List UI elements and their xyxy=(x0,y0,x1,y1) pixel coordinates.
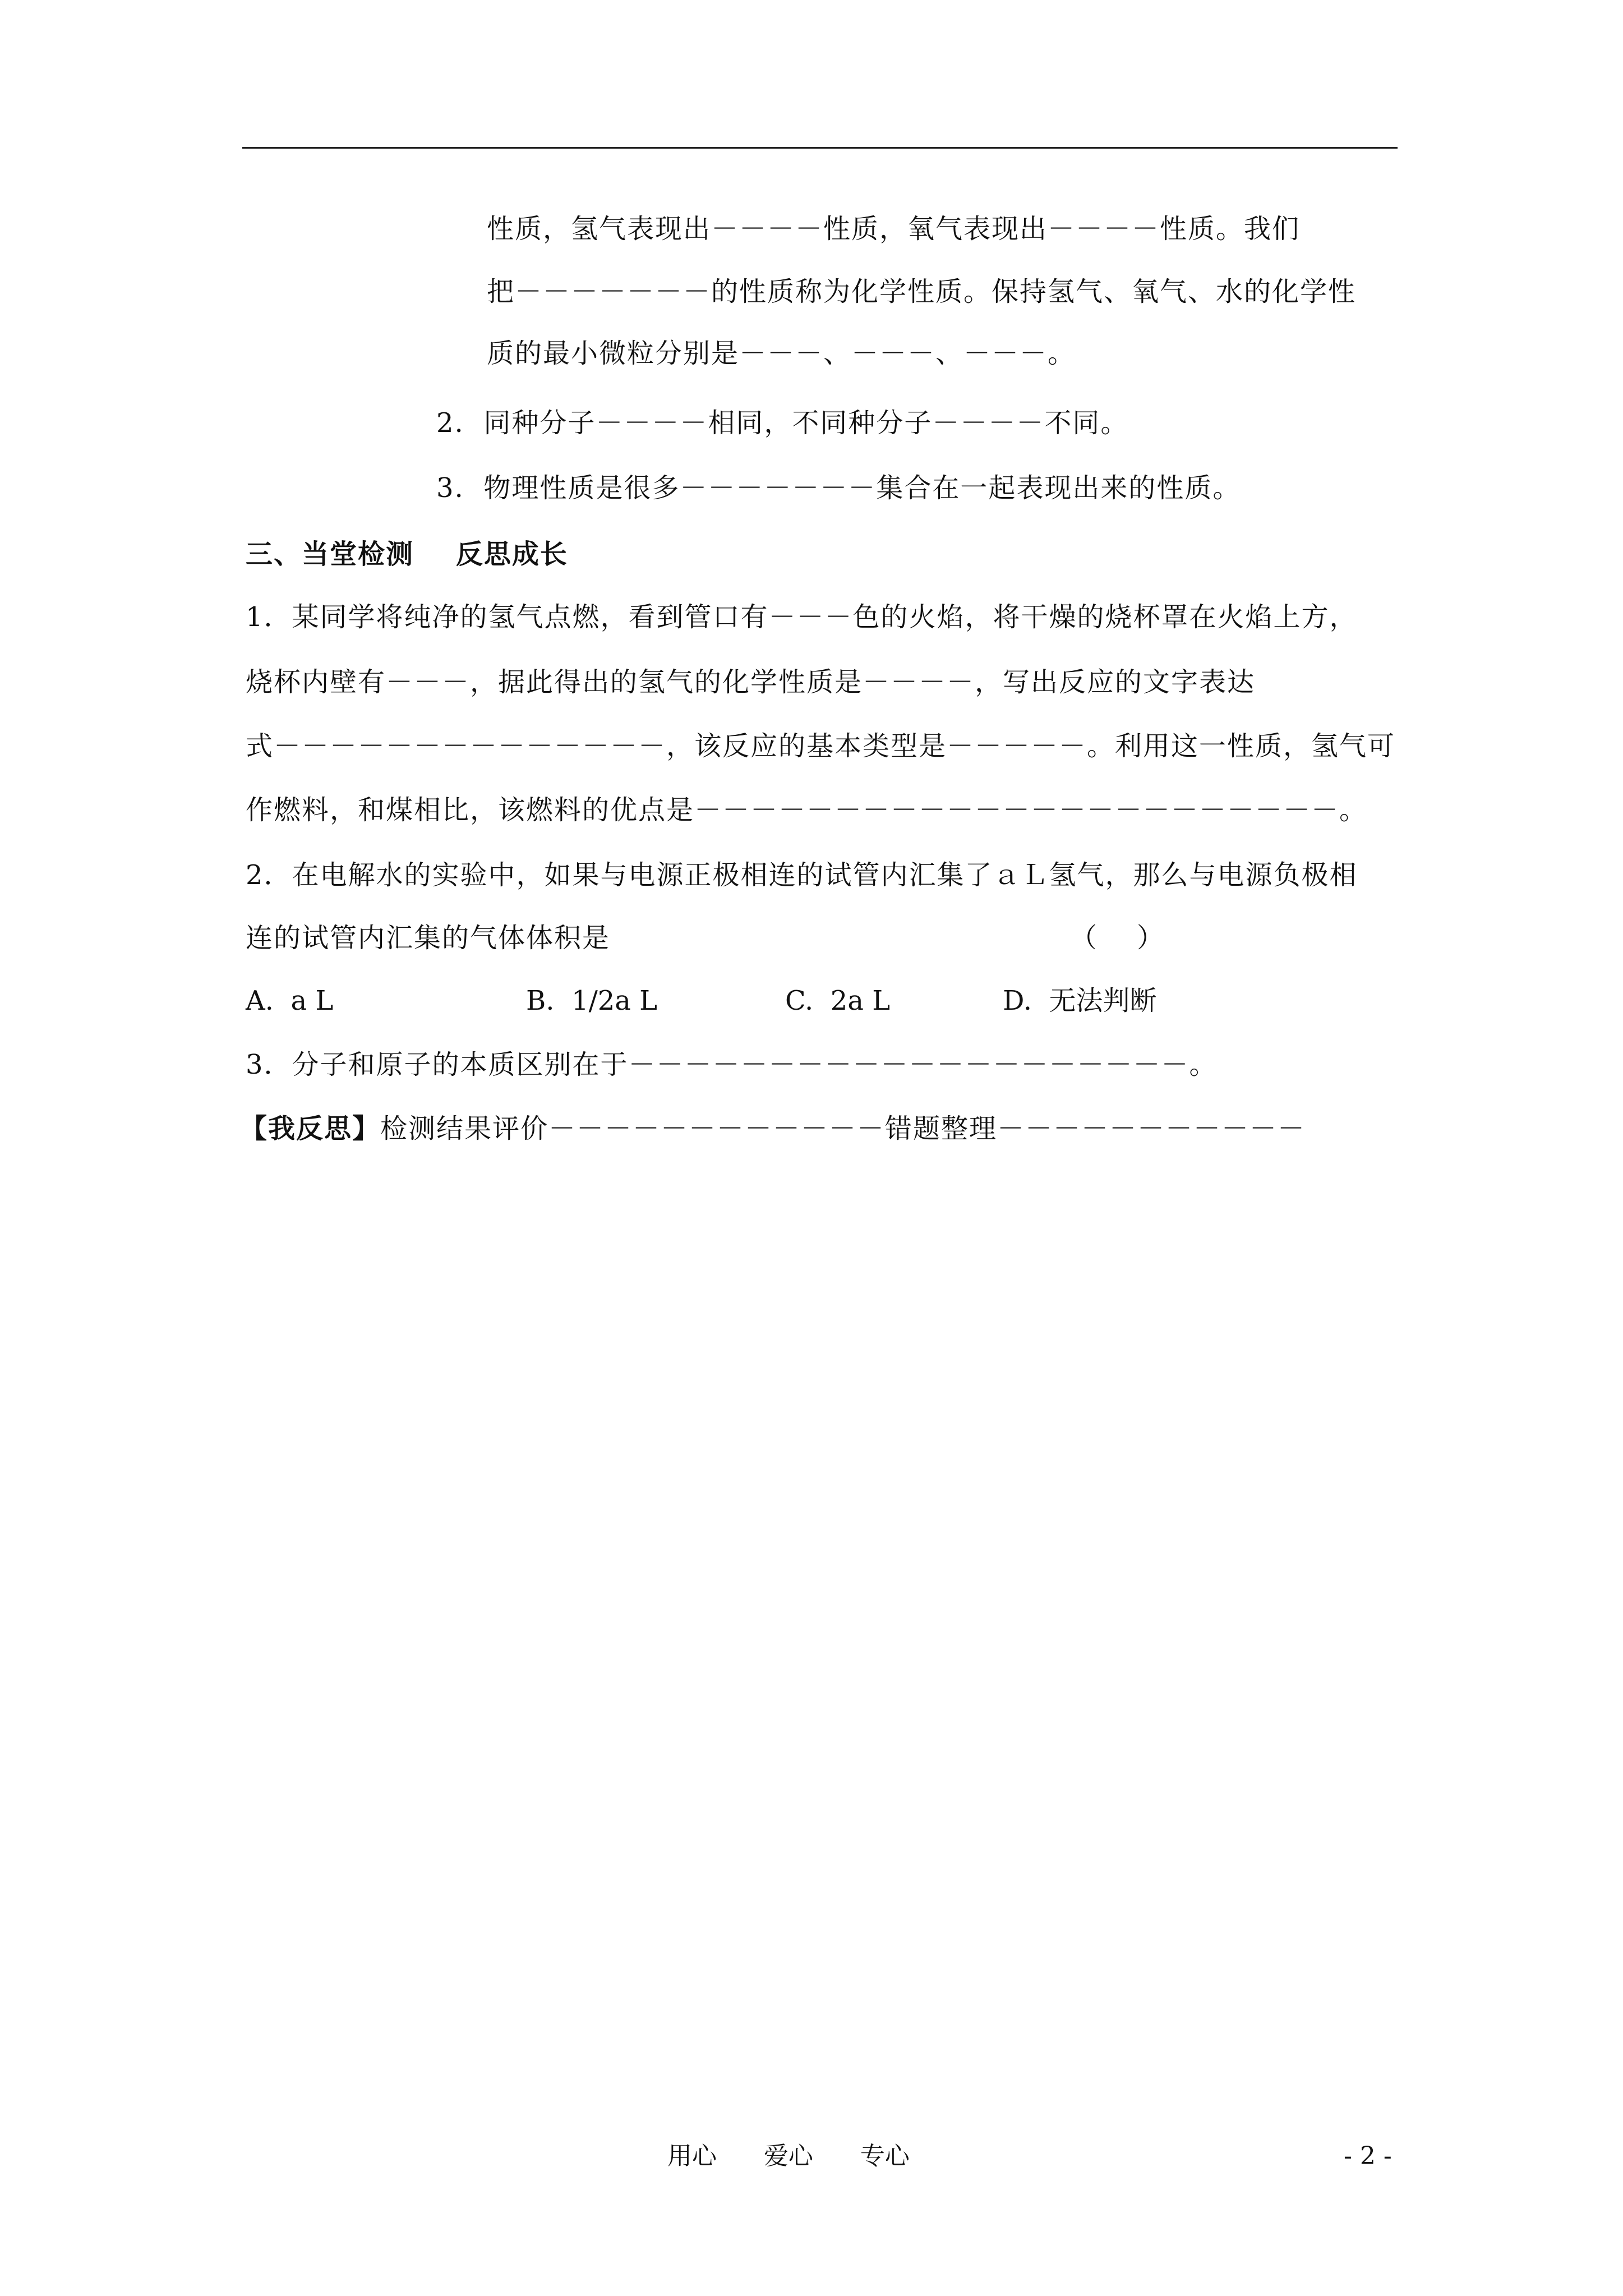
q1-line-3: 式－－－－－－－－－－－－－－，该反应的基本类型是－－－－－。利用这一性质，氢气可 xyxy=(246,730,1396,762)
q1-line-2: 烧杯内壁有－－－，据此得出的氢气的化学性质是－－－－，写出反应的文字表达 xyxy=(246,666,1256,698)
q2-option-d: D. 无法判断 xyxy=(1003,985,1157,1016)
continued-line-3: 质的最小微粒分别是－－－、－－－、－－－。 xyxy=(487,338,1076,369)
continued-line-1: 性质，氢气表现出－－－－性质，氧气表现出－－－－性质。我们 xyxy=(487,213,1301,245)
q2-option-b: B. 1/2a L xyxy=(526,985,658,1016)
item-3: 3. 物理性质是很多－－－－－－－集合在一起表现出来的性质。 xyxy=(436,472,1241,504)
section-title: 三、当堂检测 反思成长 xyxy=(246,539,568,570)
q2-line-1: 2．在电解水的实验中，如果与电源正极相连的试管内汇集了ａＬ氢气，那么与电源负极相 xyxy=(246,859,1358,891)
reflect-line xyxy=(240,1112,1306,1145)
continued-line-2: 把－－－－－－－的性质称为化学性质。保持氢气、氧气、水的化学性 xyxy=(487,276,1357,307)
footer-motto: 用心 爱心 专心 xyxy=(667,2142,910,2170)
item-2: 2. 同种分子－－－－相同，不同种分子－－－－不同。 xyxy=(436,407,1129,439)
q2-option-a: A. a L xyxy=(246,985,334,1016)
header-rule xyxy=(242,147,1398,149)
q2-answer-paren: （ ） xyxy=(1070,922,1165,954)
q2-option-c: C. 2a L xyxy=(785,985,891,1016)
reflect-text: 检测结果评价－－－－－－－－－－－－错题整理－－－－－－－－－－－ xyxy=(380,1113,1306,1144)
q1-line-4: 作燃料，和煤相比，该燃料的优点是－－－－－－－－－－－－－－－－－－－－－－－。 xyxy=(246,794,1368,826)
q2-line-2: 连的试管内汇集的气体体积是 xyxy=(246,922,611,954)
q3: 3．分子和原子的本质区别在于－－－－－－－－－－－－－－－－－－－－。 xyxy=(246,1049,1218,1080)
q1-line-1: 1．某同学将纯净的氢气点燃，看到管口有－－－色的火焰，将干燥的烧杯罩在火焰上方， xyxy=(246,601,1358,633)
reflect-label: 【我反思】 xyxy=(240,1113,381,1144)
page-number: - 2 - xyxy=(1344,2142,1392,2170)
